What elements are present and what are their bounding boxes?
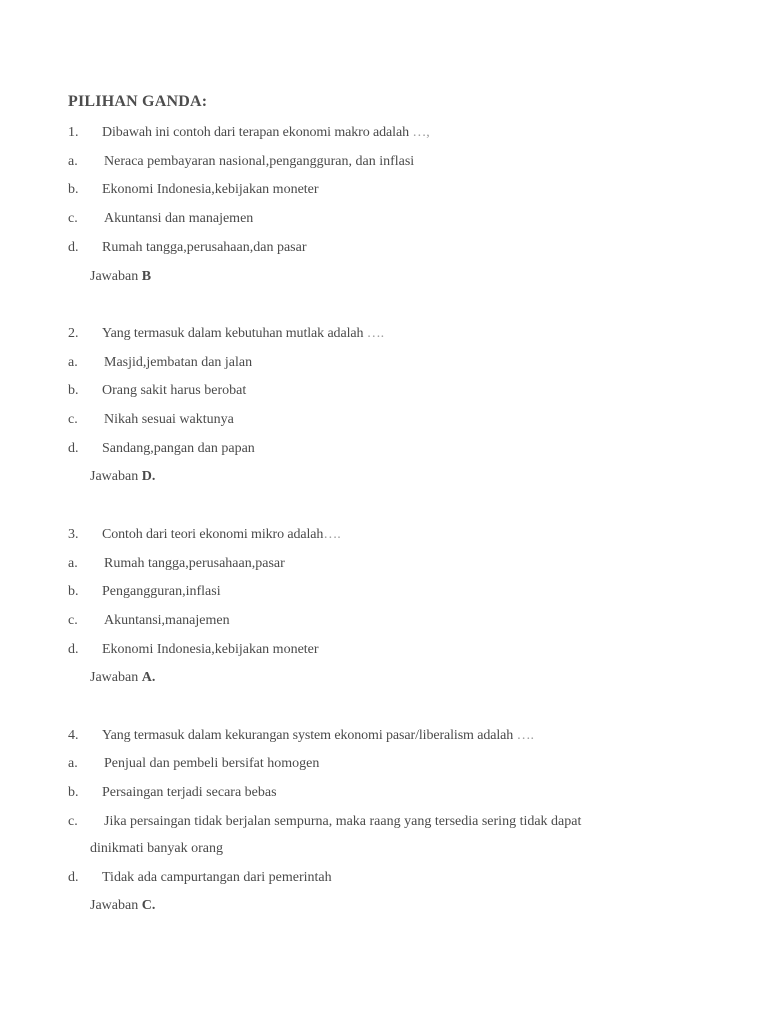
document-page: PILIHAN GANDA: 1. Dibawah ini contoh dari terapan ekonomi makro adalah …, a. Neraca pembayaran nasional,pengangguran, dan inflasi b. Ekonomi Indonesia,kebijakan moneter c. Akuntansi dan manajemen d. Rumah tangga,perusahaan,dan pasar Jawaban B 2. Yang termasuk dalam kebutuhan mutlak adalah …. a. Masjid,jembatan dan jalan b. Orang sakit harus berobat c. Nikah sesuai waktunya d. Sandang,pangan dan papan Jawaban D. 3. Contoh dari teori ekonomi mikro adalah…. a. Rumah tangga,perusahaan,pasar b. Pengangguran,inflasi c. Akuntansi,manajemen d. Ekonomi Indonesia,kebijakan moneter Jawaban A. 4. Yang termasuk dalam kekurangan system ekonomi pasar/liberalism adalah …. a. Penjual dan pembeli bersifat homogen b. Persaingan terjadi secara bebas c. Jika persaingan tidak berjalan sempurna, maka raang yang tersedia sering tidak dapat dinikmati banyak orang d. Tidak ada campurtangan dari pemerintah Jawaban C. (68, 93, 582, 913)
question-number: 3. (68, 527, 79, 542)
question-text: Contoh dari teori ekonomi mikro adalah…. (102, 527, 341, 542)
answer-2: Jawaban D. (90, 469, 156, 484)
answer-value: A. (141, 670, 156, 685)
answer-value: C. (141, 898, 156, 913)
question-number: 1. (68, 125, 79, 140)
question-number: 4. (68, 728, 79, 743)
answer-value: B (141, 269, 152, 284)
option-c-continuation: dinikmati banyak orang (90, 841, 223, 856)
answer-1: Jawaban B (90, 269, 152, 284)
question-text: Dibawah ini contoh dari terapan ekonomi makro adalah …, (102, 125, 430, 140)
section-heading: PILIHAN GANDA: (68, 93, 208, 110)
answer-value: D. (141, 469, 156, 484)
question-number: 2. (68, 326, 79, 341)
question-text: Yang termasuk dalam kekurangan system ekonomi pasar/liberalism adalah …. (102, 728, 534, 743)
answer-4: Jawaban C. (90, 898, 156, 913)
answer-3: Jawaban A. (90, 670, 156, 685)
question-text: Yang termasuk dalam kebutuhan mutlak adalah …. (102, 326, 385, 341)
